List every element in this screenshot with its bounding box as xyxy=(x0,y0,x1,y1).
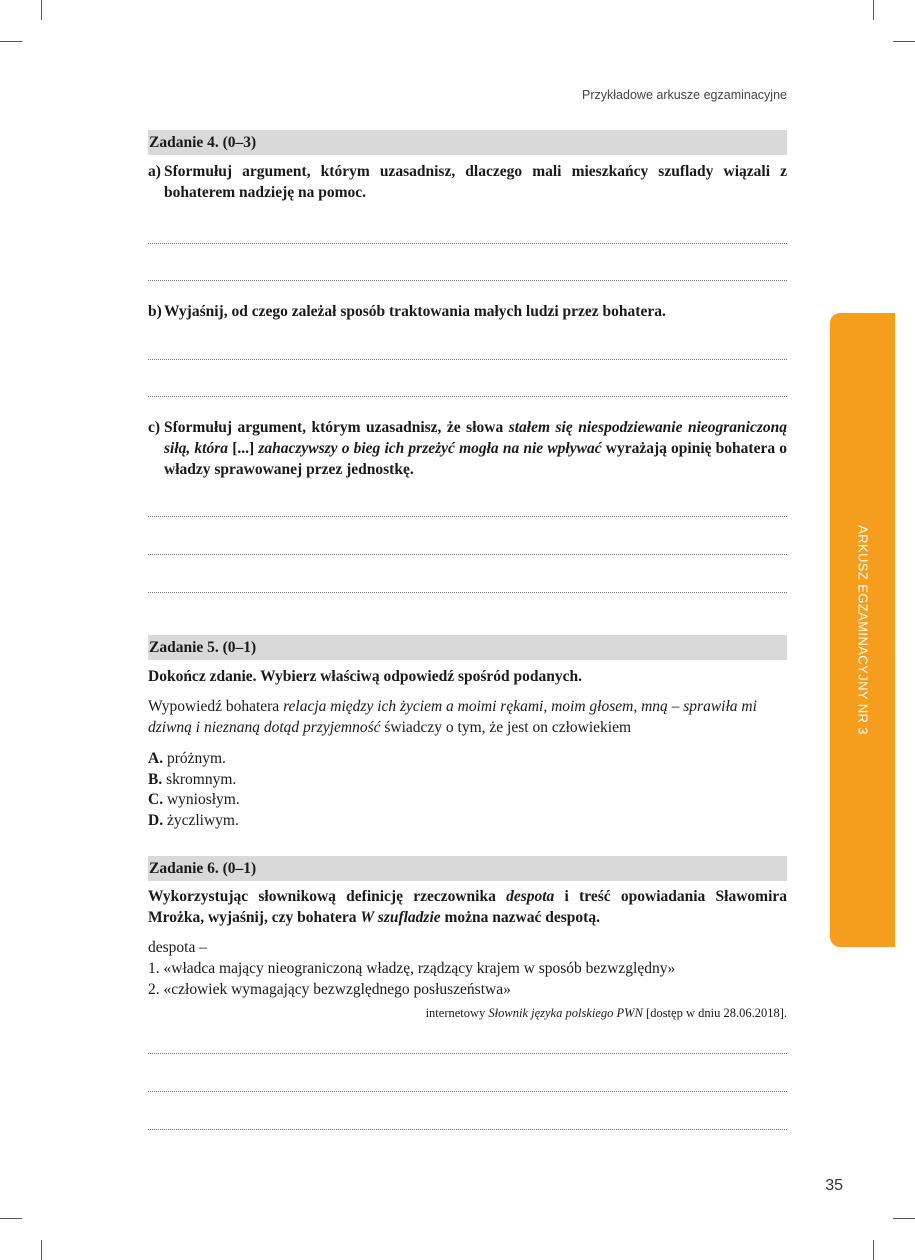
option-text: próżnym. xyxy=(166,750,226,767)
task4c-post: wyrażają opinię bohatera o władzy sprawowanej przez jednostkę. xyxy=(164,440,787,478)
task4b-label: b) xyxy=(148,303,162,320)
page-content xyxy=(148,130,787,1130)
option-text: wyniosłym. xyxy=(166,791,240,808)
task6-q-title: W szufladzie xyxy=(360,909,441,926)
task4-heading: Zadanie 4. (0–3) xyxy=(148,130,787,155)
task6-question xyxy=(148,886,787,928)
option-letter: B. xyxy=(148,770,163,788)
crop-mark xyxy=(0,41,22,42)
task4c-pre: Sformułuj argument, którym uzasadnisz, że słowa xyxy=(164,419,509,436)
answer-line[interactable] xyxy=(148,382,787,397)
task5-stem-quote: relacja między ich życiem a moimi rękami, moim głosem, mną – sprawiła mi dziwną i nieznaną dotąd przyjemność xyxy=(148,698,757,736)
running-header: Przykładowe arkusze egzaminacyjne xyxy=(582,88,787,102)
task5-stem xyxy=(148,696,787,738)
option-letter: D. xyxy=(148,811,164,829)
answer-line[interactable] xyxy=(148,266,787,281)
option[interactable] xyxy=(148,770,787,791)
answer-line[interactable] xyxy=(148,1115,787,1130)
answer-line[interactable] xyxy=(148,502,787,517)
task4c-question xyxy=(148,417,787,480)
task5-stem-pre: Wypowiedź bohatera xyxy=(148,698,284,715)
option-text: życzliwym. xyxy=(166,811,239,829)
answer-line[interactable] xyxy=(148,229,787,244)
crop-mark xyxy=(893,41,915,42)
crop-mark xyxy=(893,1218,915,1219)
side-tab xyxy=(830,313,895,947)
task6-heading: Zadanie 6. (0–1) xyxy=(148,856,787,881)
option-letter: A. xyxy=(148,750,164,767)
task5-instruction: Dokończ zdanie. Wybierz właściwą odpowiedź spośród podanych. xyxy=(148,668,583,685)
option[interactable] xyxy=(148,811,787,832)
task5-heading: Zadanie 5. (0–1) xyxy=(148,635,787,660)
option[interactable] xyxy=(148,790,787,811)
task6-definition xyxy=(148,937,787,1000)
option[interactable] xyxy=(148,749,787,770)
option-letter: C. xyxy=(148,791,164,808)
crop-mark xyxy=(41,1240,42,1260)
task4a-text: Sformułuj argument, którym uzasadnisz, dlaczego mali mieszkańcy szuflady wiązali z bohaterem nadzieję na pomoc. xyxy=(164,163,787,201)
task4c-label: c) xyxy=(148,419,161,436)
crop-mark xyxy=(41,0,42,20)
page-number: 35 xyxy=(825,1177,843,1194)
source-citation xyxy=(148,1006,787,1021)
option-text: skromnym. xyxy=(166,770,237,788)
task4c-text xyxy=(148,417,787,480)
definition-1: 1. «władca mający nieograniczoną władzę, rządzący krajem w sposób bezwzględny» xyxy=(148,960,676,977)
answer-line[interactable] xyxy=(148,1077,787,1092)
definition-term: despota – xyxy=(148,939,207,956)
answer-line[interactable] xyxy=(148,1039,787,1054)
task5-stem-post: świadczy o tym, że jest on człowiekiem xyxy=(380,719,632,736)
task4b-question xyxy=(148,301,787,322)
definition-2: 2. «człowiek wymagający bezwzględnego posłuszeństwa» xyxy=(148,981,511,998)
cite-pre: internetowy xyxy=(425,1006,489,1020)
task6-q-pre: Wykorzystując słownikową definicję rzeczownika xyxy=(148,888,507,905)
task6-q-post: można nazwać despotą. xyxy=(440,909,600,926)
answer-line[interactable] xyxy=(148,578,787,593)
side-tab-label: ARKUSZ EGZAMINACYJNY NR 3 xyxy=(855,525,870,735)
task4a-question xyxy=(148,161,787,203)
task6-q-mid: i treść opowiadania Sławomira Mrożka, wyjaśnij, czy bohatera xyxy=(148,888,788,926)
task4a-label: a) xyxy=(148,163,161,180)
answer-line[interactable] xyxy=(148,345,787,360)
cite-post: [dostęp w dniu 28.06.2018]. xyxy=(642,1006,787,1020)
crop-mark xyxy=(0,1218,22,1219)
task6-q-word: despota xyxy=(506,888,555,905)
cite-title: Słownik języka polskiego PWN xyxy=(488,1006,643,1020)
task4b-text: Wyjaśnij, od czego zależał sposób traktowania małych ludzi przez bohatera. xyxy=(164,303,666,320)
crop-mark xyxy=(873,0,874,20)
answer-line[interactable] xyxy=(148,540,787,555)
task5-options xyxy=(148,749,787,831)
task4c-quote2: zahaczywszy o bieg ich przeżyć mogła na nie wpływać xyxy=(258,440,602,457)
task4c-ellipsis: [...] xyxy=(228,440,259,457)
task4c-quote1: stałem się niespodziewanie nieograniczoną siłą, która xyxy=(164,419,787,457)
crop-mark xyxy=(873,1240,874,1260)
